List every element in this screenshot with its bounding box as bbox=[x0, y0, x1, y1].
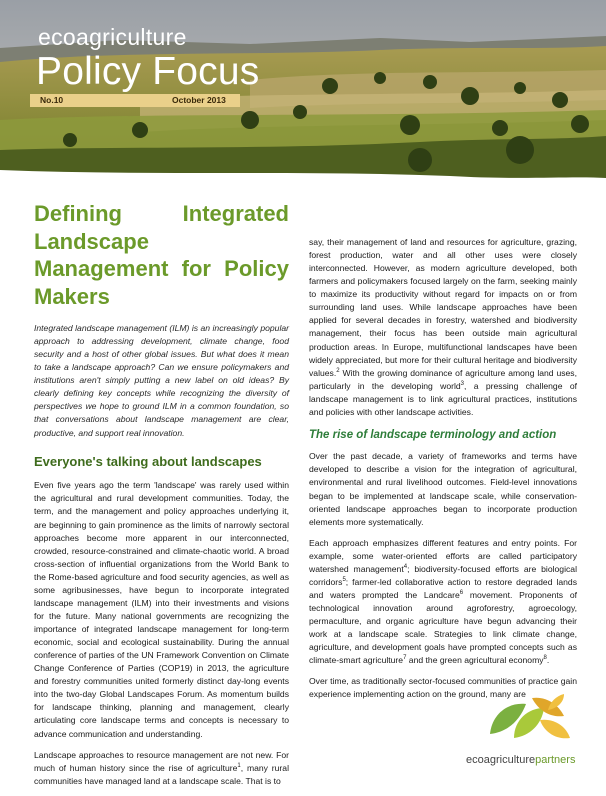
body-paragraph: Over time, as traditionally sector-focused communities of practice gain experience implementing action on the ground, many are bbox=[309, 676, 577, 700]
logo-text-eco: ecoagriculture bbox=[466, 754, 536, 766]
body-paragraph: Even five years ago the term 'landscape' was rarely used within the agricultural and rural development communities. Today, the term, and the management and policy approaches underlying it, are beginning to gain prominence as the limits of narrowly sectoral approaches become more apparent in our interconnected, crowded, resource-constrained and climate-chaotic world. A broad cross-section of influential organizations from the World Bank to the Rome-based agriculture and food security agencies, as well as some agribusinesses, have begun to incorporate integrated landscape management (ILM) into their investments and visions for the future. Many national governments are recognizing the importance of integrated landscape management for long-term economic, social and ecological sustainability. During the annual conference of parties of the UN Framework Convention on Climate Change Conference of Parties (COP19) in 2013, the agriculture and forestry communities united formerly distinct day-long events into the two-day Global Landscapes Forum. As momentum builds for landscape thinking, planning and management, clearly articulating core landscape terms and concepts is necessary to advance communication and understanding. bbox=[34, 480, 289, 739]
header-photo bbox=[0, 0, 606, 192]
ecoagriculture-partners-logo bbox=[466, 690, 596, 780]
body-paragraph bbox=[309, 537, 577, 668]
issue-date: October 2013 bbox=[172, 95, 226, 105]
logo-wordmark bbox=[466, 754, 575, 766]
logo-text-partners: partners bbox=[535, 754, 576, 766]
text-run: and the green agricultural economy bbox=[406, 655, 544, 666]
text-run: With the growing dominance of agriculture among land uses, particularly in the developing world bbox=[309, 367, 577, 391]
text-run: Each approach emphasizes different features and entry points. For example, some water-oriented efforts are called participatory watershed management bbox=[309, 537, 577, 574]
footnote-ref: 8 bbox=[543, 655, 547, 662]
body-paragraph bbox=[34, 749, 289, 788]
right-column bbox=[309, 236, 577, 709]
section-heading-landscapes: Everyone's talking about landscapes bbox=[34, 453, 262, 469]
leaf-emblem-icon bbox=[484, 690, 576, 750]
text-run: Landscape approaches to resource management are not new. For much of human history since the rise of agriculture bbox=[34, 749, 289, 773]
text-run: , many rural communities have managed land at a landscape scale. That is to bbox=[34, 762, 289, 786]
text-run: ; farmer-led collaborative action to restore degraded lands and waters prompted the Landcare bbox=[309, 576, 577, 600]
footnote-ref: 4 bbox=[403, 563, 408, 570]
publication-title: Policy Focus bbox=[36, 50, 260, 93]
footnote-ref: 2 bbox=[336, 367, 340, 374]
body-paragraph: Over the past decade, a variety of frameworks and terms have developed to describe a vision for the integration of agricultural, environmental and rural livelihood outcomes. Field-level innovations began to be implemented at landscape scale, while conservation-oriented landscape approaches began to incorporate production elements more systematically. bbox=[309, 451, 577, 527]
article-title: Defining Integrated Landscape Management for Policy Makers bbox=[34, 201, 289, 309]
issue-number: No.10 bbox=[40, 95, 64, 105]
brand-wordmark: ecoagriculture bbox=[38, 24, 187, 50]
text-run: ; biodiversity-focused efforts are biological corridors bbox=[309, 563, 577, 587]
text-run: movement. Proponents of technological innovation around agroforestry, agroecology, permaculture, and organic agriculture have begun advancing their work at a landscape scale. Strategies to link climate change, agriculture, and development goals have prompted concepts such as climate-smart agriculture bbox=[309, 589, 577, 666]
text-run: , a pressing challenge of landscape management is to link agricultural practices, institutions and policies with other landscape activities. bbox=[309, 380, 577, 417]
footnote-ref: 3 bbox=[460, 380, 465, 387]
footnote-ref: 6 bbox=[459, 590, 464, 597]
text-run: . bbox=[546, 655, 550, 666]
text-run: say, their management of land and resources for agriculture, grazing, forest production, water and all other uses were closely interconnected. However, as modern agriculture developed, both farmers and policymakers focused largely on the farm, seeking mainly to maximize its productivity without regard for impacts on or from surrounding land uses. While landscape approaches have been applied for several decades in forestry, watershed and biodiversity management, their focus has been outside main agricultural production areas. In Europe, multifunctional landscapes have been widely appreciated, but more for their cultural heritage and biodiversity values. bbox=[309, 237, 577, 378]
footnote-ref: 1 bbox=[237, 762, 241, 769]
section-heading-terminology: The rise of landscape terminology and action bbox=[309, 428, 557, 441]
footnote-ref: 5 bbox=[342, 577, 346, 584]
footnote-ref: 7 bbox=[403, 655, 407, 662]
left-column bbox=[34, 200, 289, 796]
body-paragraph bbox=[309, 236, 577, 419]
intro-paragraph: Integrated landscape management (ILM) is an increasingly popular approach to addressing development, climate change, food security and a host of other global issues. But what does it mean to take a landscape approach? Can we ensure policymakers and institutions aren't simply putting a new label on old ideas? By clearly defining key concepts while recognizing the diversity of perspectives we hope to ground ILM in a common foundation, so that conversations about landscape management are clear, productive, and support real innovation. bbox=[34, 323, 289, 438]
